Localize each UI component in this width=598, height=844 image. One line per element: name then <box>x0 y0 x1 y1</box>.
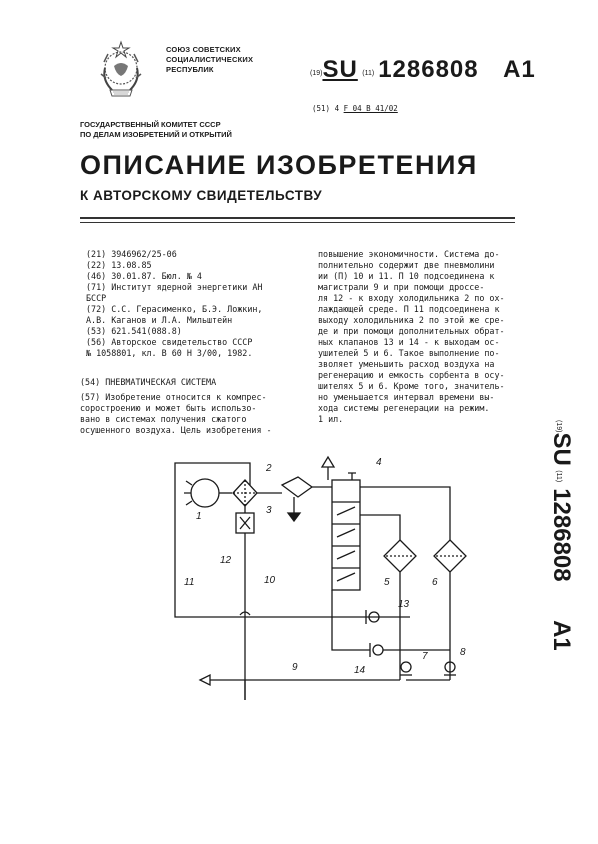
abstract-line: ии (П) 10 и 11. П 10 подсоединена к <box>318 271 495 281</box>
committee-line: ГОСУДАРСТВЕННЫЙ КОМИТЕТ СССР <box>80 120 221 129</box>
label-6: 6 <box>432 577 438 588</box>
org-line: СОЦИАЛИСТИЧЕСКИХ <box>166 55 254 64</box>
biblio-line: (72) С.С. Герасименко, Б.Э. Ложкин, <box>86 304 263 314</box>
ipc-value: F 04 B 41/02 <box>343 104 398 113</box>
label-9: 9 <box>292 662 298 673</box>
abstract-line: шителях 5 и 6. Кроме того, значитель- <box>318 381 505 391</box>
patent-kind: A1 <box>503 56 536 83</box>
distributor-valve <box>332 480 360 590</box>
patent-country: SU <box>548 432 575 466</box>
pipe-to-dryer-6 <box>360 487 450 540</box>
patent-kind: A1 <box>548 620 575 651</box>
document-title: ОПИСАНИЕ ИЗОБРЕТЕНИЯ <box>80 150 478 180</box>
compressor <box>191 479 219 507</box>
label-14: 14 <box>354 665 366 676</box>
abstract-line: повышение экономичности. Система до- <box>318 249 500 259</box>
check-valve-14 <box>373 645 383 655</box>
biblio-line: (21) 3946962/25-06 <box>86 249 177 259</box>
org-line: РЕСПУБЛИК <box>166 65 214 74</box>
label-2: 2 <box>266 463 272 474</box>
biblio-line: № 1058801, кл. В 60 Н 3/00, 1982. <box>86 348 253 358</box>
ussr-emblem <box>96 40 146 102</box>
compressor-drive <box>184 481 192 505</box>
org-line: СОЮЗ СОВЕТСКИХ <box>166 45 241 54</box>
biblio-line: БССР <box>86 293 107 303</box>
drain <box>288 513 300 521</box>
abstract-line: де и при помощи дополнительных обрат- <box>318 326 505 336</box>
label-5: 5 <box>384 577 390 588</box>
outlet-arrow <box>200 675 210 685</box>
biblio-line: А.В. Каганов и Л.А. Мильштейн <box>86 315 233 325</box>
biblio-line: (71) Институт ядерной энергетики АН <box>86 282 263 292</box>
label-3: 3 <box>266 505 272 516</box>
biblio-line: (56) Авторское свидетельство СССР <box>86 337 253 347</box>
abstract-line: выходу холодильника 2 по этой же сре- <box>318 315 505 325</box>
abstract-line: ных клапанов 13 и 14 - к выходам ос- <box>318 337 500 347</box>
label-12: 12 <box>220 555 232 566</box>
header-divider-thin <box>80 222 515 223</box>
biblio-line: (46) 30.01.87. Бюл. № 4 <box>86 271 202 281</box>
abstract-line: регенерацию и емкость сорбента в осу- <box>318 370 505 380</box>
code-11: (11) <box>555 470 562 483</box>
ipc-classification <box>312 104 398 113</box>
abstract-line: полнительно содержит две пневмолини <box>318 260 495 270</box>
abstract-line: магистрали 9 и при помощи дроссе- <box>318 282 485 292</box>
abstract-line: ля 12 - к входу холодильника 2 по ох- <box>318 293 505 303</box>
organization-name <box>166 45 253 75</box>
biblio-line: (22) 13.08.85 <box>86 260 152 270</box>
code-19: (19) <box>310 70 323 77</box>
abstract-line: (57) Изобретение относится к компрес- <box>80 392 267 402</box>
abstract-right-column <box>318 249 505 425</box>
code-19: (19) <box>555 420 562 433</box>
abstract-left-column <box>80 392 272 436</box>
side-patent-number <box>535 420 575 680</box>
patent-country: SU <box>322 56 358 83</box>
abstract-line: ушителей 5 и 6. Такое выполнение по- <box>318 348 500 358</box>
label-7: 7 <box>422 651 428 662</box>
check-valve-7 <box>401 662 411 672</box>
abstract-line: вано в системах получения сжатого <box>80 414 247 424</box>
label-10: 10 <box>264 575 276 586</box>
label-4: 4 <box>376 457 382 468</box>
label-13: 13 <box>398 599 410 610</box>
pneumatic-schematic <box>170 455 470 705</box>
ipc-prefix: (51) 4 <box>312 104 340 113</box>
pipe-11 <box>175 495 245 617</box>
label-1: 1 <box>196 511 202 522</box>
bibliographic-data <box>86 249 262 359</box>
abstract-line: 1 ил. <box>318 414 344 424</box>
invention-title: (54) ПНЕВМАТИЧЕСКАЯ СИСТЕМА <box>80 377 217 387</box>
exhaust-arrow <box>322 457 334 467</box>
code-11: (11) <box>362 70 375 77</box>
biblio-line: (53) 621.541(088.8) <box>86 326 182 336</box>
patent-number: 1286808 <box>378 56 479 83</box>
header-divider <box>80 217 515 219</box>
committee-line: ПО ДЕЛАМ ИЗОБРЕТЕНИЙ И ОТКРЫТИЙ <box>80 130 232 139</box>
label-8: 8 <box>460 647 466 658</box>
abstract-line: хода системы регенерации на режим. <box>318 403 490 413</box>
abstract-line: зволяет уменьшить расход воздуха на <box>318 359 495 369</box>
abstract-line: соростроению и может быть использо- <box>80 403 257 413</box>
committee-name <box>80 120 232 140</box>
abstract-line: осушенного воздуха. Цель изобретения - <box>80 425 272 435</box>
abstract-line: но уменьшается интервал времени вы- <box>318 392 495 402</box>
filter <box>282 477 312 497</box>
abstract-line: лаждающей среде. П 11 подсоединена к <box>318 304 500 314</box>
pipe-to-dryer-5 <box>360 515 400 540</box>
pipe-11-top <box>175 463 250 495</box>
label-11: 11 <box>184 577 195 588</box>
patent-number-block <box>310 56 536 84</box>
patent-number: 1286808 <box>548 488 575 582</box>
document-subtitle: К АВТОРСКОМУ СВИДЕТЕЛЬСТВУ <box>80 188 323 203</box>
